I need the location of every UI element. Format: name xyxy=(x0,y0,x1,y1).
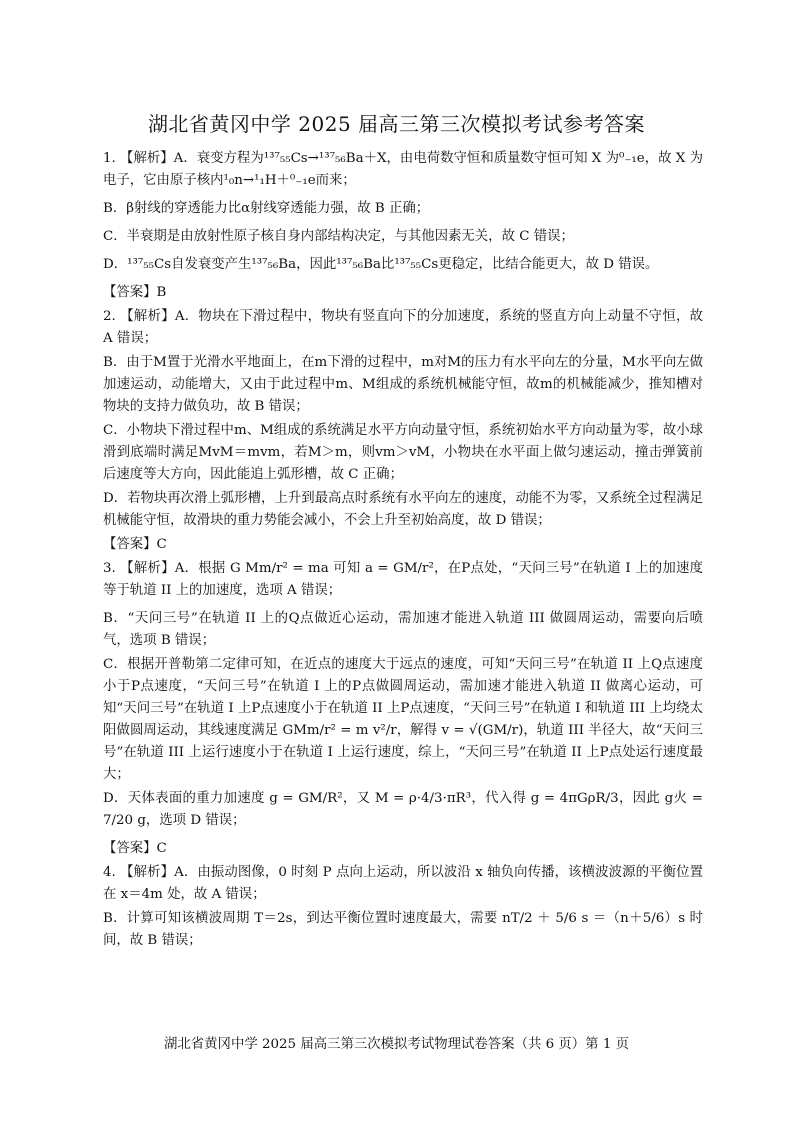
q2-analysis: 2. 【解析】A．物块在下滑过程中，物块有竖直向下的分加速度，系统的竖直方向上动量不守恒，故 A 错误； xyxy=(103,309,703,346)
answer-content xyxy=(103,148,703,954)
q3-option-c: C．根据开普勒第二定律可知，在近点的速度大于远点的速度，可知“天问三号”在轨道 II 上Q点速度小于P点速度，“天问三号”在轨道 I 上的P点做圆周运动，需加速才能进入轨道 II 做离心运动，可知“天问三号”在轨道 I 上P点速度小于在轨道 II 上P点速度，“天问三号”在轨道 I 和轨道 III 上均绕太阳做圆周运动，其线速度满足 GMm/r² = m v²/r，解得 v = √(GM/r)，轨道 III 半径大，故“天问三号”在轨道 III 上运行速度小于在轨道 I 上运行速度，综上，“天问三号”在轨道 II 上P点处运行速度最大； xyxy=(103,657,703,782)
q3-answer: 【答案】C xyxy=(103,841,167,856)
q2-option-c: C．小物块下滑过程中m、M组成的系统满足水平方向动量守恒，系统初始水平方向动量为零，故小球滑到底端时满足MvM＝mvm，若M＞m，则vm＞vM，小物块在水平面上做匀速运动，撞击弹簧前后速度等大方向，因此能追上弧形槽，故 C 正确； xyxy=(103,423,703,482)
page-title: 湖北省黄冈中学 2025 届高三第三次模拟考试参考答案 xyxy=(147,112,646,136)
page-footer: 湖北省黄冈中学 2025 届高三第三次模拟考试物理试卷答案（共 6 页）第 1 页 xyxy=(164,1037,629,1052)
q2-option-d: D．若物块再次滑上弧形槽，上升到最高点时系统有水平向左的速度，动能不为零，又系统全过程满足机械能守恒，故滑块的重力势能会减小，不会上升至初始高度，故 D 错误； xyxy=(103,491,703,528)
q4-option-b: B．计算可知该横波周期 T＝2s，到达平衡位置时速度最大，需要 nT/2 ＋ 5/6 s ＝（n＋5/6）s 时间，故 B 错误； xyxy=(103,911,703,948)
q2-option-b: B．由于M置于光滑水平地面上，在m下滑的过程中，m对M的压力有水平向左的分量，M水平向左做加速运动，动能增大，又由于此过程中m、M组成的系统机械能守恒，故m的机械能减少，推知槽对物块的支持力做负功，故 B 错误； xyxy=(103,355,703,414)
q1-analysis: 1. 【解析】A．衰变方程为¹³⁷₅₅Cs→¹³⁷₅₆Ba＋X，由电荷数守恒和质量数守恒可知 X 为⁰₋₁e，故 X 为电子，它由原子核内¹₀n→¹₁H＋⁰₋₁e而来； xyxy=(103,151,703,188)
q2-answer: 【答案】C xyxy=(103,537,167,552)
q3-analysis: 3. 【解析】A．根据 G Mm/r² = ma 可知 a = GM/r²，在P点处，“天问三号”在轨道 I 上的加速度等于轨道 II 上的加速度，选项 A 错误； xyxy=(103,561,703,598)
q3-option-b: B．“天问三号”在轨道 II 上的Q点做近心运动，需加速才能进入轨道 III 做圆周运动，需要向后喷气，选项 B 错误； xyxy=(103,611,703,648)
q1-answer: 【答案】B xyxy=(103,285,167,300)
q4-analysis: 4. 【解析】A．由振动图像，0 时刻 P 点向上运动，所以波沿 x 轴负向传播，该横波波源的平衡位置在 x＝4m 处，故 A 错误； xyxy=(103,865,703,902)
q1-option-d: D．¹³⁷₅₅Cs自发衰变产生¹³⁷₅₆Ba，因此¹³⁷₅₆Ba比¹³⁷₅₅Cs更稳定，比结合能更大，故 D 错误。 xyxy=(103,257,659,272)
q1-option-c: C．半衰期是由放射性原子核自身内部结构决定，与其他因素无关，故 C 错误； xyxy=(103,229,574,244)
q1-option-b: B．β射线的穿透能力比α射线穿透能力强，故 B 正确； xyxy=(103,201,430,216)
q3-option-d: D．天体表面的重力加速度 g = GM/R²，又 M = ρ·4/3·πR³，代入得 g = 4πGρR/3，因此 g火 = 7/20 g，选项 D 错误； xyxy=(103,791,703,828)
